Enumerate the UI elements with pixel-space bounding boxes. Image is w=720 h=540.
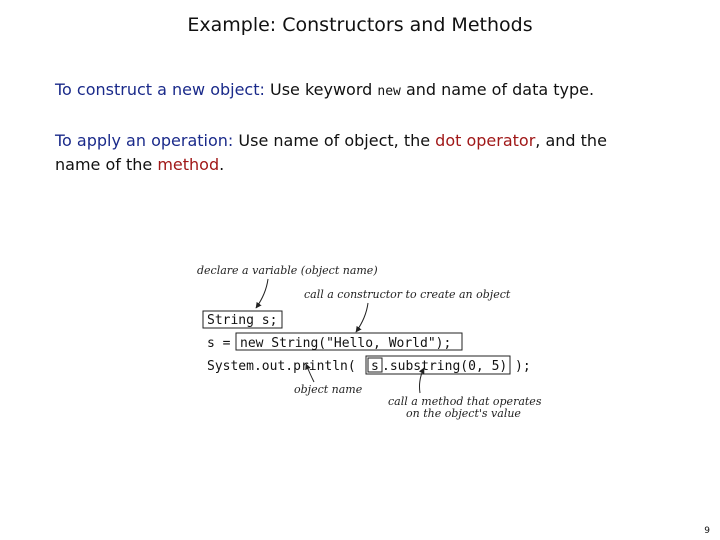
code-line3-method: .substring(0, 5) [382, 359, 508, 374]
page-number: 9 [704, 526, 710, 536]
constructor-annotation: call a constructor to create an object [304, 288, 511, 301]
method-annotation-line1: call a method that operates [388, 395, 542, 408]
code-line2-prefix: s = [207, 336, 231, 351]
method-annotation-line2: on the object's value [406, 407, 521, 420]
slide-title: Example: Constructors and Methods [187, 14, 533, 36]
method-term: method [157, 155, 220, 174]
declare-annotation: declare a variable (object name) [197, 264, 378, 277]
object-name-annotation: object name [294, 383, 363, 396]
apply-text-end: . [219, 155, 225, 174]
apply-text-before: Use name of object, the [238, 131, 431, 150]
declare-arrow [256, 279, 268, 308]
apply-label: To apply an operation: [55, 131, 234, 150]
apply-paragraph [55, 129, 655, 177]
code-line3-prefix: System.out.println( [207, 359, 356, 374]
code-line2-constructor: new String("Hello, World"); [240, 336, 452, 351]
construct-label: To construct a new object: [55, 80, 265, 99]
construct-text-after: and name of data type. [405, 80, 595, 99]
construct-text-before: Use keyword [269, 80, 373, 99]
code-line-declaration: String s; [207, 313, 278, 328]
apply-text-middle: , and the name of the [55, 131, 607, 174]
construct-paragraph [55, 78, 594, 104]
new-keyword: new [377, 84, 401, 99]
code-line3-suffix: ); [515, 359, 531, 374]
code-line3-object: s [371, 359, 379, 374]
code-diagram [192, 262, 542, 427]
constructor-arrow [356, 303, 368, 332]
dot-operator-term: dot operator [435, 131, 536, 150]
